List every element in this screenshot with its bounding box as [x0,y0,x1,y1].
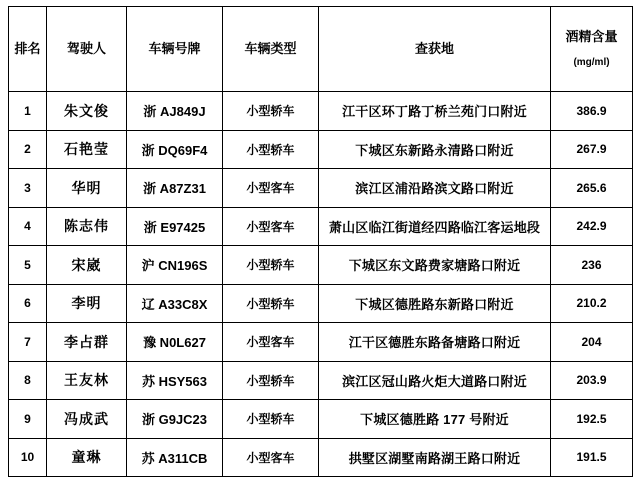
cell-type: 小型客车 [223,438,319,477]
cell-driver: 冯成武 [47,400,127,439]
column-header-alcohol [551,7,633,92]
cell-alcohol: 265.6 [551,169,633,208]
cell-alcohol: 242.9 [551,207,633,246]
table-body [9,92,633,477]
cell-type: 小型轿车 [223,130,319,169]
cell-driver: 华明 [47,169,127,208]
table-row [9,400,633,439]
table-row [9,361,633,400]
cell-rank: 6 [9,284,47,323]
column-header-plate-label: 车辆号牌 [148,40,201,56]
table-header-row [9,7,633,92]
cell-plate: 辽 A33C8X [127,284,223,323]
cell-location: 滨江区冠山路火炬大道路口附近 [319,361,551,400]
cell-location: 滨江区浦沿路滨文路口附近 [319,169,551,208]
cell-type: 小型轿车 [223,284,319,323]
column-header-driver [47,7,127,92]
cell-plate: 浙 G9JC23 [127,400,223,439]
cell-type: 小型客车 [223,169,319,208]
cell-plate: 苏 A311CB [127,438,223,477]
cell-driver: 宋崴 [47,246,127,285]
cell-rank: 9 [9,400,47,439]
cell-alcohol: 204 [551,323,633,362]
column-header-rank-label: 排名 [14,40,41,56]
cell-type: 小型客车 [223,323,319,362]
cell-type: 小型客车 [223,207,319,246]
cell-rank: 4 [9,207,47,246]
cell-type: 小型轿车 [223,361,319,400]
column-header-vehicle-type [223,7,319,92]
cell-type: 小型轿车 [223,246,319,285]
column-header-vehicle-type-label: 车辆类型 [244,40,297,56]
cell-location: 江干区德胜东路备塘路口附近 [319,323,551,362]
cell-driver: 童琳 [47,438,127,477]
cell-location: 下城区德胜路东新路口附近 [319,284,551,323]
cell-driver: 李明 [47,284,127,323]
cell-plate: 苏 HSY563 [127,361,223,400]
cell-driver: 王友林 [47,361,127,400]
cell-rank: 5 [9,246,47,285]
cell-rank: 1 [9,92,47,131]
table-row [9,169,633,208]
cell-plate: 浙 AJ849J [127,92,223,131]
cell-plate: 浙 A87Z31 [127,169,223,208]
table-row [9,284,633,323]
column-header-driver-label: 驾驶人 [66,40,106,56]
cell-plate: 沪 CN196S [127,246,223,285]
cell-rank: 7 [9,323,47,362]
cell-type: 小型轿车 [223,400,319,439]
table-header [9,7,633,92]
cell-rank: 8 [9,361,47,400]
drunk-driving-ranking-table [8,6,633,477]
cell-alcohol: 267.9 [551,130,633,169]
cell-rank: 2 [9,130,47,169]
cell-rank: 3 [9,169,47,208]
cell-type: 小型轿车 [223,92,319,131]
cell-driver: 朱文俊 [47,92,127,131]
table-row [9,323,633,362]
cell-alcohol: 191.5 [551,438,633,477]
cell-alcohol: 203.9 [551,361,633,400]
cell-location: 萧山区临江街道经四路临江客运地段 [319,207,551,246]
column-header-location-label: 查获地 [414,40,454,56]
cell-alcohol: 192.5 [551,400,633,439]
cell-location: 江干区环丁路丁桥兰苑门口附近 [319,92,551,131]
cell-rank: 10 [9,438,47,477]
cell-driver: 陈志伟 [47,207,127,246]
column-header-alcohol-label: 酒精含量 [565,28,618,44]
cell-plate: 豫 N0L627 [127,323,223,362]
column-header-alcohol-unit: (mg/ml) [573,56,610,68]
cell-location: 下城区东文路费家塘路口附近 [319,246,551,285]
table-row [9,92,633,131]
table-row [9,246,633,285]
column-header-plate [127,7,223,92]
cell-driver: 李占群 [47,323,127,362]
column-header-location [319,7,551,92]
table-row [9,438,633,477]
cell-plate: 浙 E97425 [127,207,223,246]
cell-location: 下城区东新路永清路口附近 [319,130,551,169]
column-header-rank [9,7,47,92]
cell-location: 下城区德胜路 177 号附近 [319,400,551,439]
cell-driver: 石艳莹 [47,130,127,169]
cell-alcohol: 210.2 [551,284,633,323]
cell-location: 拱墅区湖墅南路湖王路口附近 [319,438,551,477]
cell-plate: 浙 DQ69F4 [127,130,223,169]
table-row [9,130,633,169]
table-row [9,207,633,246]
cell-alcohol: 236 [551,246,633,285]
cell-alcohol: 386.9 [551,92,633,131]
